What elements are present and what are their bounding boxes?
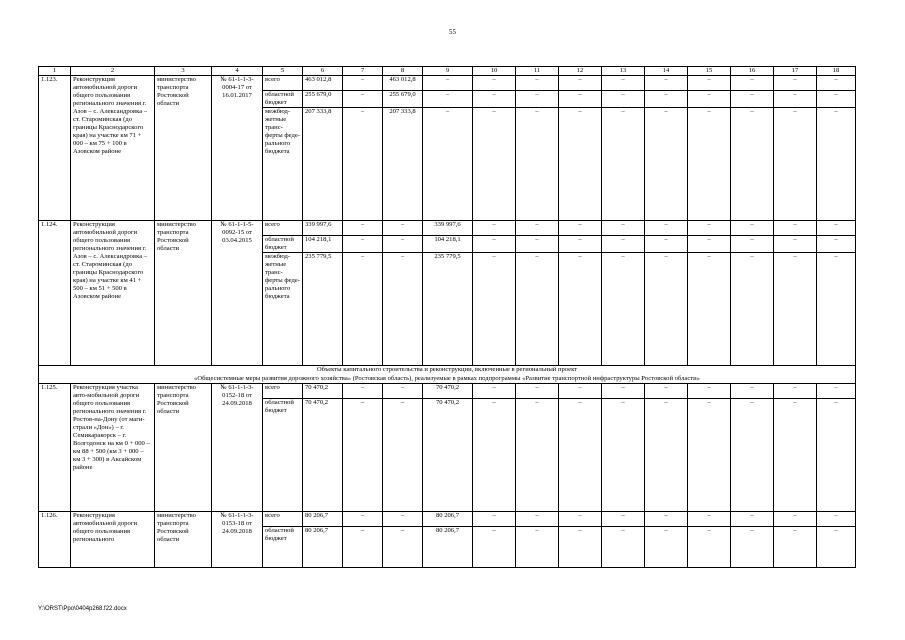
amount-cell: – [473,108,516,221]
amount-cell: – [817,91,856,108]
column-number: 15 [688,67,731,76]
amount-cell: 463 012,8 [303,76,343,91]
amount-cell: – [774,384,817,399]
expertise-document: № 61-1-1-3-0004-17 от 16.01.2017 [212,76,263,221]
amount-cell: – [602,399,645,512]
column-number: 16 [731,67,774,76]
amount-cell: – [817,221,856,236]
column-number: 14 [645,67,688,76]
column-number: 1 [39,67,71,76]
amount-cell: – [645,91,688,108]
amount-cell: – [731,236,774,253]
table-row [39,221,856,236]
amount-cell: – [343,527,383,568]
column-number-row [39,67,856,76]
table-row [39,384,856,399]
responsible-organization: министерство транспорта Ростовской области [155,512,212,568]
amount-cell: – [731,221,774,236]
amount-cell: 80 206,7 [303,527,343,568]
amount-cell: – [731,399,774,512]
column-number: 9 [423,67,473,76]
amount-cell: – [602,221,645,236]
amount-cell: – [817,384,856,399]
amount-cell: – [817,527,856,568]
amount-cell: – [559,108,602,221]
investment-table [38,66,856,568]
expertise-document: № 61-1-1-3-0153-18 от 24.09.2018 [212,512,263,568]
amount-cell: – [774,399,817,512]
amount-cell: – [473,512,516,527]
column-number: 10 [473,67,516,76]
amount-cell: – [516,76,559,91]
column-number: 12 [559,67,602,76]
amount-cell: – [559,512,602,527]
amount-cell: 104 218,1 [303,236,343,253]
amount-cell: – [688,108,731,221]
amount-cell: – [602,108,645,221]
amount-cell: – [516,527,559,568]
amount-cell: 255 679,0 [303,91,343,108]
funding-source: всего [263,384,303,399]
amount-cell: 104 218,1 [423,236,473,253]
amount-cell: – [688,76,731,91]
amount-cell: – [688,512,731,527]
amount-cell: 80 206,7 [423,527,473,568]
amount-cell: – [343,399,383,512]
amount-cell: – [731,527,774,568]
object-name: Реконструкция автомобильной дороги общего пользования регионального значения г. Азов – с. Александровка – ст. Староминская (до границы Краснодарского края) на участке км 71 + 000 – км 75 + 100 в Азовском районе [71,76,155,221]
amount-cell: – [602,76,645,91]
column-number: 11 [516,67,559,76]
column-number: 8 [383,67,423,76]
amount-cell: – [559,76,602,91]
amount-cell: – [731,76,774,91]
amount-cell: – [645,384,688,399]
amount-cell: 339 997,6 [423,221,473,236]
amount-cell: – [383,527,423,568]
amount-cell: – [731,253,774,366]
amount-cell: – [383,512,423,527]
section-heading-line-2: «Общесистемные меры развития дорожного хозяйства» (Ростовская область), реализуемые в рамках подпрограммы «Развитие транспортной инфраструктуры Ростовской области» [194,374,700,382]
amount-cell: – [774,253,817,366]
column-number: 4 [212,67,263,76]
column-number: 3 [155,67,212,76]
row-number: 1.126. [39,512,71,568]
funding-source: межбюд-жетные транс-ферты феде-рального бюджета [263,253,303,366]
column-number: 7 [343,67,383,76]
amount-cell: – [383,253,423,366]
amount-cell: – [473,91,516,108]
amount-cell: – [774,91,817,108]
section-heading-line-1: Объекты капитального строительства и реконструкции, включенные в региональный проект [316,366,578,373]
amount-cell: – [343,512,383,527]
amount-cell: – [473,253,516,366]
amount-cell: – [774,527,817,568]
amount-cell: – [645,221,688,236]
amount-cell: – [688,384,731,399]
amount-cell: – [559,236,602,253]
responsible-organization: министерство транспорта Ростовской области [155,221,212,366]
expertise-document: № 61-1-1-5-0092-15 от 03.04.2015 [212,221,263,366]
amount-cell: – [817,76,856,91]
amount-cell: – [423,91,473,108]
amount-cell: – [343,91,383,108]
object-name: Реконструкция автомобильной дороги общего пользования регионального [71,512,155,568]
expertise-document: № 61-1-1-3-0152-18 от 24.09.2018 [212,384,263,512]
object-name: Реконструкция участка авто-мобильной дороги общего пользования регионального значения г. Ростов-на-Дону (от маги-страли «Дон») – г. Семикаракорск – г. Волгодонск на км 0 + 000 – км 88 + 500 (км 3 + 000 – км 3 + 300) в Аксайском районе [71,384,155,512]
amount-cell: 80 206,7 [423,512,473,527]
funding-source: областной бюджет [263,91,303,108]
amount-cell: – [516,384,559,399]
amount-cell: – [602,253,645,366]
amount-cell: 235 779,5 [423,253,473,366]
amount-cell: – [343,221,383,236]
funding-source: межбюд-жетные транс-ферты феде-рального бюджета [263,108,303,221]
amount-cell: – [473,76,516,91]
amount-cell: – [817,399,856,512]
amount-cell: – [774,221,817,236]
amount-cell: – [473,399,516,512]
amount-cell: – [817,236,856,253]
amount-cell: 463 012,8 [383,76,423,91]
amount-cell: 235 779,5 [303,253,343,366]
amount-cell: – [645,108,688,221]
amount-cell: – [423,76,473,91]
amount-cell: – [602,91,645,108]
amount-cell: 255 679,0 [383,91,423,108]
funding-source: областной бюджет [263,399,303,512]
amount-cell: – [688,527,731,568]
amount-cell: – [645,236,688,253]
amount-cell: – [383,399,423,512]
amount-cell: 339 997,6 [303,221,343,236]
column-number: 18 [817,67,856,76]
amount-cell: – [383,384,423,399]
amount-cell: – [602,527,645,568]
responsible-organization: министерство транспорта Ростовской области [155,76,212,221]
table-row [39,512,856,527]
section-heading-row [39,366,856,384]
amount-cell: – [559,221,602,236]
amount-cell: – [559,91,602,108]
funding-source: всего [263,76,303,91]
column-number: 5 [263,67,303,76]
amount-cell: – [516,399,559,512]
amount-cell: – [343,236,383,253]
amount-cell: – [343,384,383,399]
amount-cell: – [731,384,774,399]
amount-cell: 70 470,2 [303,384,343,399]
funding-source: всего [263,221,303,236]
amount-cell: – [383,221,423,236]
amount-cell: – [645,76,688,91]
amount-cell: – [473,384,516,399]
row-number: 1.123. [39,76,71,221]
amount-cell: – [602,512,645,527]
amount-cell: – [688,399,731,512]
amount-cell: – [516,221,559,236]
amount-cell: – [516,91,559,108]
file-path-footer: Y:\ORST\Ppo\0404p268.f22.docx [38,606,127,612]
amount-cell: 80 206,7 [303,512,343,527]
amount-cell: – [774,76,817,91]
amount-cell: – [817,253,856,366]
amount-cell: – [688,236,731,253]
amount-cell: – [774,512,817,527]
amount-cell: – [645,399,688,512]
amount-cell: – [731,512,774,527]
amount-cell: – [817,108,856,221]
row-number: 1.125. [39,384,71,512]
page-number: 55 [449,28,456,36]
column-number: 17 [774,67,817,76]
amount-cell: – [516,512,559,527]
column-number: 13 [602,67,645,76]
funding-source: областной бюджет [263,527,303,568]
amount-cell: – [602,384,645,399]
amount-cell: 70 470,2 [423,399,473,512]
column-number: 2 [71,67,155,76]
amount-cell: – [343,76,383,91]
section-heading [39,366,856,384]
amount-cell: – [383,236,423,253]
amount-cell: – [817,512,856,527]
amount-cell: – [645,512,688,527]
amount-cell: – [688,221,731,236]
amount-cell: – [343,108,383,221]
amount-cell: – [774,236,817,253]
amount-cell: – [602,236,645,253]
amount-cell: – [343,253,383,366]
amount-cell: – [731,91,774,108]
amount-cell: – [516,108,559,221]
amount-cell: – [423,108,473,221]
table-row [39,76,856,91]
amount-cell: – [473,527,516,568]
amount-cell: 207 333,8 [383,108,423,221]
amount-cell: – [516,253,559,366]
amount-cell: – [559,253,602,366]
amount-cell: – [473,221,516,236]
amount-cell: 207 333,8 [303,108,343,221]
responsible-organization: министерство транспорта Ростовской области [155,384,212,512]
amount-cell: – [516,236,559,253]
amount-cell: – [473,236,516,253]
amount-cell: – [645,527,688,568]
object-name: Реконструкция автомобильной дороги общего пользования регионального значения г. Азов – с. Александровка – ст. Староминская (до границы Краснодарского края) на участке км 41 + 500 – км 51 + 500 в Азовском районе [71,221,155,366]
amount-cell: – [559,384,602,399]
amount-cell: – [731,108,774,221]
amount-cell: 70 470,2 [423,384,473,399]
column-number: 6 [303,67,343,76]
funding-source: всего [263,512,303,527]
amount-cell: – [559,527,602,568]
row-number: 1.124. [39,221,71,366]
amount-cell: 70 470,2 [303,399,343,512]
amount-cell: – [688,253,731,366]
amount-cell: – [688,91,731,108]
amount-cell: – [774,108,817,221]
amount-cell: – [645,253,688,366]
amount-cell: – [559,399,602,512]
funding-source: областной бюджет [263,236,303,253]
